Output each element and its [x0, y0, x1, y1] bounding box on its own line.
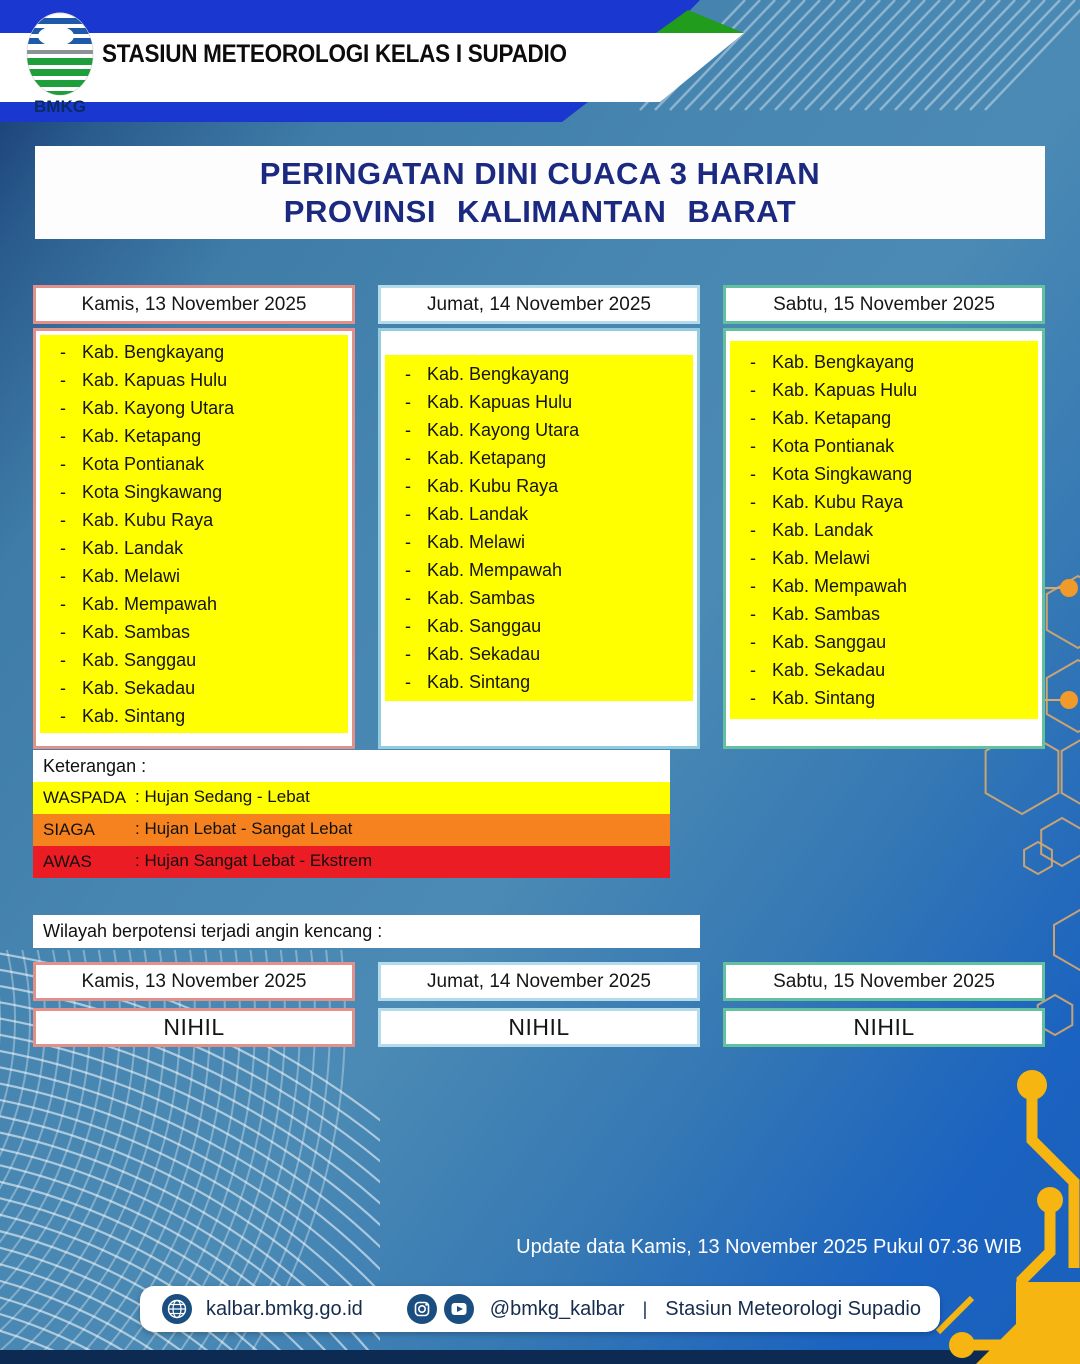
region-item: - Kab. Sekadau [60, 678, 196, 698]
wind-column-day2 [378, 962, 700, 1047]
legend-row-waspada [33, 782, 670, 814]
region-item: - Kota Singkawang [750, 464, 913, 484]
region-item: - Kab. Kayong Utara [405, 420, 580, 440]
warning-column-day1 [33, 285, 355, 749]
legend-description: : Hujan Sedang - Lebat [135, 787, 310, 806]
wind-column-day1 [33, 962, 355, 1047]
region-list-day3 [723, 328, 1045, 749]
region-item: - Kab. Kubu Raya [405, 476, 559, 496]
wind-date-day3: Sabtu, 15 November 2025 [723, 962, 1045, 1001]
region-item: - Kota Pontianak [750, 436, 895, 456]
globe-icon [162, 1294, 192, 1324]
region-item: - Kab. Mempawah [60, 594, 218, 614]
region-item: - Kab. Mempawah [405, 560, 563, 580]
region-item: - Kab. Kapuas Hulu [750, 380, 918, 400]
region-item: - Kab. Sanggau [405, 616, 542, 636]
bottom-dark-band [0, 1350, 1080, 1364]
region-item: - Kab. Ketapang [60, 426, 202, 446]
region-item: - Kab. Bengkayang [405, 364, 570, 384]
legend-level: AWAS [43, 852, 92, 871]
header-blue-bar [0, 0, 700, 33]
region-item: - Kab. Landak [750, 520, 874, 540]
region-item: - Kab. Sintang [405, 672, 531, 692]
region-item: - Kab. Kayong Utara [60, 398, 235, 418]
poster-title [35, 146, 1045, 239]
footer-contact-bar [140, 1286, 940, 1332]
region-item: - Kab. Kubu Raya [750, 492, 904, 512]
legend-row-awas [33, 846, 670, 878]
region-item: - Kab. Sekadau [405, 644, 541, 664]
region-item: - Kab. Sintang [60, 706, 186, 726]
region-item: - Kab. Ketapang [405, 448, 547, 468]
circuit-pattern [938, 1070, 1080, 1364]
warning-column-day3 [723, 285, 1045, 749]
region-item: - Kab. Sambas [405, 588, 536, 608]
date-header-day3: Sabtu, 15 November 2025 [723, 285, 1045, 324]
warning-column-day2 [378, 285, 700, 749]
station-name: STASIUN METEOROLOGI KELAS I SUPADIO [102, 40, 567, 68]
legend [33, 750, 670, 878]
region-item: - Kab. Bengkayang [750, 352, 915, 372]
title-line-1: PERINGATAN DINI CUACA 3 HARIAN [259, 155, 821, 191]
youtube-icon [444, 1294, 474, 1324]
bmkg-logo [20, 8, 100, 121]
wind-value-day1: NIHIL [33, 1008, 355, 1047]
date-header-day2: Jumat, 14 November 2025 [378, 285, 700, 324]
wind-date-day1: Kamis, 13 November 2025 [33, 962, 355, 1001]
region-item: - Kab. Landak [405, 504, 529, 524]
waspada-region-block [40, 335, 348, 733]
wind-value-day3: NIHIL [723, 1008, 1045, 1047]
social-handle: @bmkg_kalbar [489, 1297, 625, 1320]
region-item: - Kab. Bengkayang [60, 342, 225, 362]
legend-level: SIAGA [43, 820, 95, 839]
region-item: - Kab. Melawi [405, 532, 526, 552]
region-item: - Kab. Mempawah [750, 576, 908, 596]
date-header-day1: Kamis, 13 November 2025 [33, 285, 355, 324]
wind-column-day3 [723, 962, 1045, 1047]
region-item: - Kab. Kapuas Hulu [405, 392, 573, 412]
instagram-icon [407, 1294, 437, 1324]
legend-level: WASPADA [43, 788, 127, 807]
website-url: kalbar.bmkg.go.id [206, 1297, 363, 1320]
region-item: - Kab. Sintang [750, 688, 876, 708]
legend-description: : Hujan Sangat Lebat - Ekstrem [135, 851, 373, 870]
warning-columns [33, 285, 1045, 749]
region-item: - Kab. Sambas [60, 622, 191, 642]
waspada-region-block [730, 341, 1038, 719]
wind-section-title: Wilayah berpotensi terjadi angin kencang : [33, 915, 700, 948]
region-list-day2 [378, 328, 700, 749]
region-item: - Kab. Sanggau [60, 650, 197, 670]
wind-columns [33, 962, 1045, 1047]
region-item: - Kab. Melawi [750, 548, 871, 568]
waspada-region-block [385, 355, 693, 701]
region-item: - Kab. Sanggau [750, 632, 887, 652]
region-item: - Kab. Landak [60, 538, 184, 558]
wind-date-day2: Jumat, 14 November 2025 [378, 962, 700, 1001]
legend-title: Keterangan : [33, 750, 670, 782]
region-item: - Kota Singkawang [60, 482, 223, 502]
title-line-2: PROVINSI KALIMANTAN BARAT [283, 193, 797, 229]
region-item: - Kab. Kubu Raya [60, 510, 214, 530]
svg-text:BMKG: BMKG [34, 97, 86, 116]
wind-value-day2: NIHIL [378, 1008, 700, 1047]
region-item: - Kab. Ketapang [750, 408, 892, 428]
region-item: - Kab. Sambas [750, 604, 881, 624]
region-item: - Kab. Kapuas Hulu [60, 370, 228, 390]
separator: | [642, 1298, 648, 1319]
region-item: - Kab. Sekadau [750, 660, 886, 680]
region-item: - Kota Pontianak [60, 454, 205, 474]
update-timestamp: Update data Kamis, 13 November 2025 Pukul 07.36 WIB [516, 1236, 1022, 1258]
station-label: Stasiun Meteorologi Supadio [665, 1297, 921, 1320]
region-list-day1 [33, 328, 355, 749]
region-item: - Kab. Melawi [60, 566, 181, 586]
legend-description: : Hujan Lebat - Sangat Lebat [135, 819, 353, 838]
legend-row-siaga [33, 814, 670, 846]
